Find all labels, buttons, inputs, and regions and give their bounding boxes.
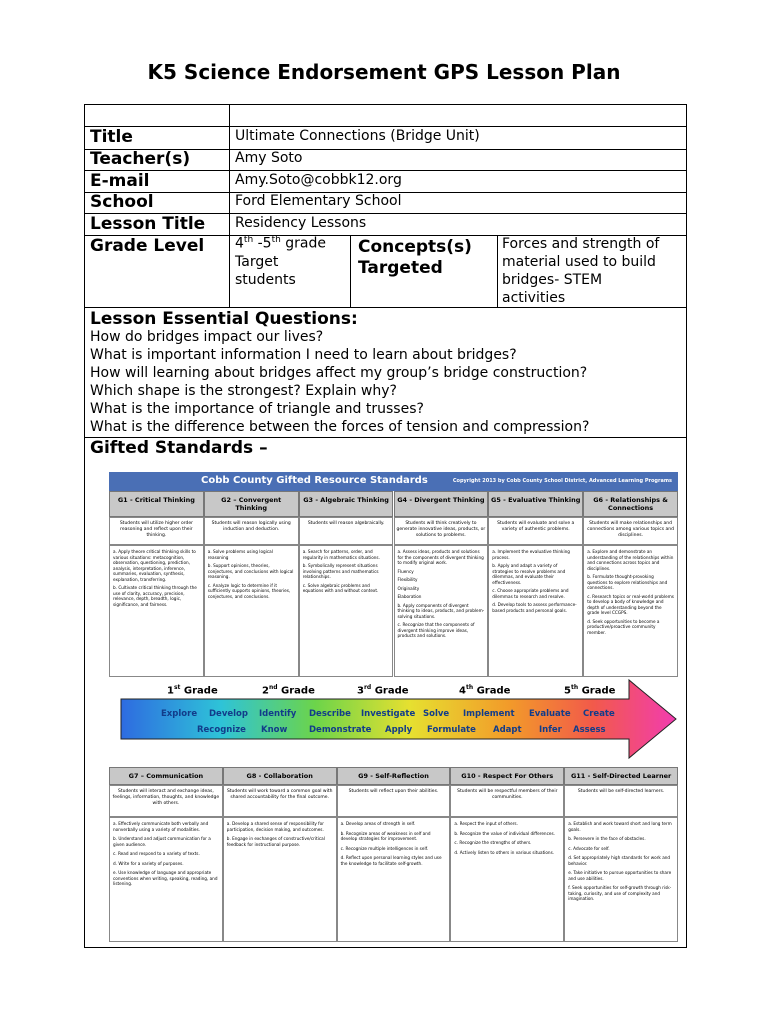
standard-column-items [299,545,394,677]
standard-column-items [564,817,678,942]
standard-column-description: Students will utilize higher order reasoning and reflect upon their thinking. [109,517,204,545]
arrow-word: Evaluate [529,709,571,719]
essential-questions-heading: Lesson Essential Questions: [90,309,358,329]
gifted-standards-graphic [109,472,678,942]
standard-column-items [223,817,337,942]
standard-column-heading: G4 - Divergent Thinking [394,491,489,517]
targeted-label: Targeted [358,258,443,278]
standard-item: b. Support opinions, theories, conjectures, and conclusions with logical reasoning. [207,563,294,579]
standard-item: d. Write for a variety of purposes. [113,860,184,866]
standard-item: a. Solve problems using logical reasoning [207,549,273,560]
grade-suffix: th [570,684,579,691]
gifted-standards-heading: Gifted Standards – [90,438,268,458]
grade-suffix: st [173,684,181,691]
standard-column-description: Students will be self-directed learners. [564,785,678,817]
grade-range: 4th -5th grade [235,235,326,252]
standard-item: Flexibility [397,577,418,582]
standard-item: c. Recognize that the components of divergent thinking improve ideas, products and solutions. [397,622,475,638]
arrow-word: Create [583,709,615,719]
lesson-title-value: Residency Lessons [235,215,367,231]
grade-suffix: nd [268,684,278,691]
standard-item: a. Apply theore critical thinking skills to various situations: metacognition, observation, questioning, prediction, analysis, interpretation, inference, summaries, evaluation, synthesis, explanation, transferring. [113,549,196,582]
lesson-title-label: Lesson Title [90,214,206,234]
standard-column-items [337,817,451,942]
standard-item: b. Engage in exchanges of constructive/critical feedback for instructional purpose. [226,836,325,847]
standard-item: d. Develop tools to assess performance-based products and personal goals. [492,602,577,613]
standard-item: b. Recognize areas of weakness in self and develop strategies for improvement. [340,830,431,841]
grade-suffix: th [465,684,474,691]
concepts-value-line: Forces and strength of [502,236,660,252]
arrow-word: Demonstrate [309,725,372,735]
standard-item: a. Respect the input of others. [454,821,518,826]
school-value: Ford Elementary School [235,193,402,209]
standard-column-heading: G8 - Collaboration [223,767,337,785]
standard-item: a. Effectively communicate both verbally and nonverbally using a variety of modalities. [113,821,209,832]
arrow-word: Infer [539,725,562,735]
standard-item: b. Symbolically represent situations involving patterns and mathematics relationships. [302,563,379,579]
standard-column-items [394,545,489,677]
standard-item: a. Develop a shared sense of responsibility for participation, decision making, and outcomes. [226,821,324,832]
grade-label [459,684,510,696]
graphic-header [109,472,678,491]
standard-column-description: Students will evaluate and solve a variety of authentic problems. [488,517,583,545]
standard-item: b. Apply components of divergent thinking to ideas, products, and problem-solving situations. [397,602,485,619]
standard-item: a. Search for patterns, order, and regularity in mathematics situations. [302,549,380,560]
standard-column-description: Students will work toward a common goal with shared accountability for the final outcome. [223,785,337,817]
essential-question: How will learning about bridges affect my group’s bridge construction? [90,365,588,381]
standard-column-heading: G6 - Relationships & Connections [583,491,678,517]
standard-item: a. Establish and work toward short and long term goals. [568,821,672,832]
grade-label [167,684,218,696]
standard-item: d. Seek opportunities to become a productive/proactive community member. [587,618,660,635]
standard-column-heading: G2 – Convergent Thinking [204,491,299,517]
grade-word: Grade [371,685,409,697]
standard-column-items [109,817,223,942]
page-title: K5 Science Endorsement GPS Lesson Plan [147,60,621,84]
grade-suffix: rd [363,684,372,691]
students-label: students [235,272,296,288]
standard-item: d. Actively listen to others in various situations. [454,849,555,855]
concepts-value-line: material used to build [502,254,656,270]
standard-item: d. Set appropriately high standards for work and behavior. [568,855,671,866]
standard-item: c. Advocate for self. [568,845,610,851]
school-label: School [90,192,154,212]
concepts-value-line: activities [502,290,566,306]
standard-item: e. Use knowledge of language and appropriate conventions when writing, speaking, reading, and listening. [113,870,218,886]
standard-column-heading: G1 - Critical Thinking [109,491,204,517]
grade-number: 1 [167,685,174,697]
essential-question: What is the difference between the forces of tension and compression? [90,419,590,435]
standard-item: c. Recognize multiple intelligences in self. [340,845,429,851]
arrow-word: Investigate [361,709,416,719]
arrow-word: Solve [423,709,450,719]
title-value: Ultimate Connections (Bridge Unit) [235,128,480,144]
email-label: E-mail [90,171,150,191]
standard-item: c. Solve algebraic problems and equations with and without context. [302,582,379,593]
essential-question: What is important information I need to learn about bridges? [90,347,517,363]
standard-item: d. Reflect upon personal learning styles and use the knowledge to facilitate self-growth. [340,855,442,866]
standard-item: Elaboration [397,594,422,599]
standard-column-heading: G3 - Algebraic Thinking [299,491,394,517]
standard-column-items [109,545,204,677]
grade-word: Grade [578,685,616,697]
standard-item: c. Analyze logic to determine if it sufficiently supports opinions, theories, conjectures, and conclusions. [207,582,291,599]
grade-label [357,684,409,696]
arrow-word: Implement [463,709,515,719]
standard-column-items [204,545,299,677]
standard-column-heading: G7 – Communication [109,767,223,785]
standard-column-heading: G11 - Self-Directed Learner [564,767,678,785]
standard-item: b. Recognize the value of individual differences. [454,830,555,836]
standard-column-heading: G5 - Evaluative Thinking [488,491,583,517]
title-label: Title [90,127,133,147]
standard-column-description: Students will be respectful members of their communities. [450,785,564,817]
standard-item: b. Cultivate critical thinking through the use of clarity, accuracy, precision, relevance, depth, breadth, logic, significance, and fairness. [113,585,197,607]
grade-number: 4 [459,685,466,697]
standard-item: a. Implement the evaluative thinking process. [492,549,570,560]
grade-number: 3 [357,685,364,697]
standard-item: a. Explore and demonstrate an understanding of the relationships within and connections across topics and disciplines. [587,549,674,571]
standard-column-heading: G9 - Self-Reflection [337,767,451,785]
standard-item: b. Understand and adjust communication for a given audience. [113,836,211,847]
target-label: Target [235,254,279,270]
standard-item: a. Develop areas of strength in self. [340,821,416,826]
grade-word: Grade [473,685,511,697]
arrow-word: Know [261,725,288,735]
standard-item: Originality [397,585,420,591]
grade-word: Grade [180,685,218,697]
standard-item: b. Formulate thought-provoking questions to explore relationships and connections. [587,574,668,590]
standard-column-items [488,545,583,677]
standard-column-items [583,545,678,677]
arrow-word: Identify [259,709,297,719]
teacher-label: Teacher(s) [90,149,191,169]
arrow-word: Apply [385,725,413,735]
standard-item: f. Seek opportunities for self-growth through risk-taking, curiosity, and use of complexity and imagination. [568,885,672,901]
grade-number: 5 [564,685,571,697]
standard-item: e. Take initiative to pursue opportunities to share and use abilities. [568,870,672,881]
standard-column-heading: G10 - Respect For Others [450,767,564,785]
concepts-value-line: bridges- STEM [502,272,603,288]
standard-item: b. Apply and adapt a variety of strategies to resolve problems and dilemmas, and evaluate their effectiveness. [492,563,566,585]
standard-item: b. Persevere in the face of obstacles. [568,836,646,841]
essential-question: Which shape is the strongest? Explain why? [90,383,397,399]
essential-question: How do bridges impact our lives? [90,329,324,345]
concepts-label: Concepts(s) [358,237,472,257]
email-value[interactable]: Amy.Soto@cobbk12.org [235,172,402,188]
standard-item: c. Research topics or real-world problems to develop a body of knowledge and depth of understanding beyond the grade level CCGPS. [587,593,674,615]
graphic-copyright: Copyright 2013 by Cobb County School District, Advanced Learning Programs [452,478,672,484]
arrow-word: Develop [209,709,248,719]
standard-item: c. Read and respond to a variety of texts. [113,851,200,856]
standard-item: c. Recognize the strengths of others. [454,840,532,845]
teacher-value: Amy Soto [235,150,303,166]
standard-column-items [450,817,564,942]
grade-level-label: Grade Level [90,236,205,256]
grade-label [564,684,615,696]
arrow-word: Explore [161,709,198,719]
standard-column-description: Students will reflect upon their abilities. [337,785,451,817]
graphic-title: Cobb County Gifted Resource Standards [201,475,428,486]
standard-column-description: Students will interact and exchange ideas, feelings, information, thoughts, and knowledge with others. [109,785,223,817]
standard-column-description: Students will reason logically using induction and deduction. [204,517,299,545]
arrow-word: Assess [573,725,606,735]
standard-column-description: Students will make relationships and connections among various topics and disciplines. [583,517,678,545]
standard-item: c. Choose appropriate problems and dilemmas to research and resolve. [492,588,569,599]
arrow-word: Recognize [197,725,246,735]
grade-label [262,684,315,696]
arrow-word: Adapt [493,725,522,735]
arrow-word: Describe [309,709,351,719]
standard-column-description: Students will reason algebraically. [299,517,394,545]
standard-item: a. Assess ideas, products and solutions for the components of divergent thinking to modify original work. [397,549,484,565]
standard-item: Fluency [397,568,414,574]
grade-number: 2 [262,685,269,697]
standard-column-description: Students will think creatively to generate innovative ideas, products, or solutions to problems. [394,517,489,545]
arrow-word: Formulate [427,725,476,735]
grade-word: Grade [277,685,315,697]
essential-question: What is the importance of triangle and trusses? [90,401,424,417]
